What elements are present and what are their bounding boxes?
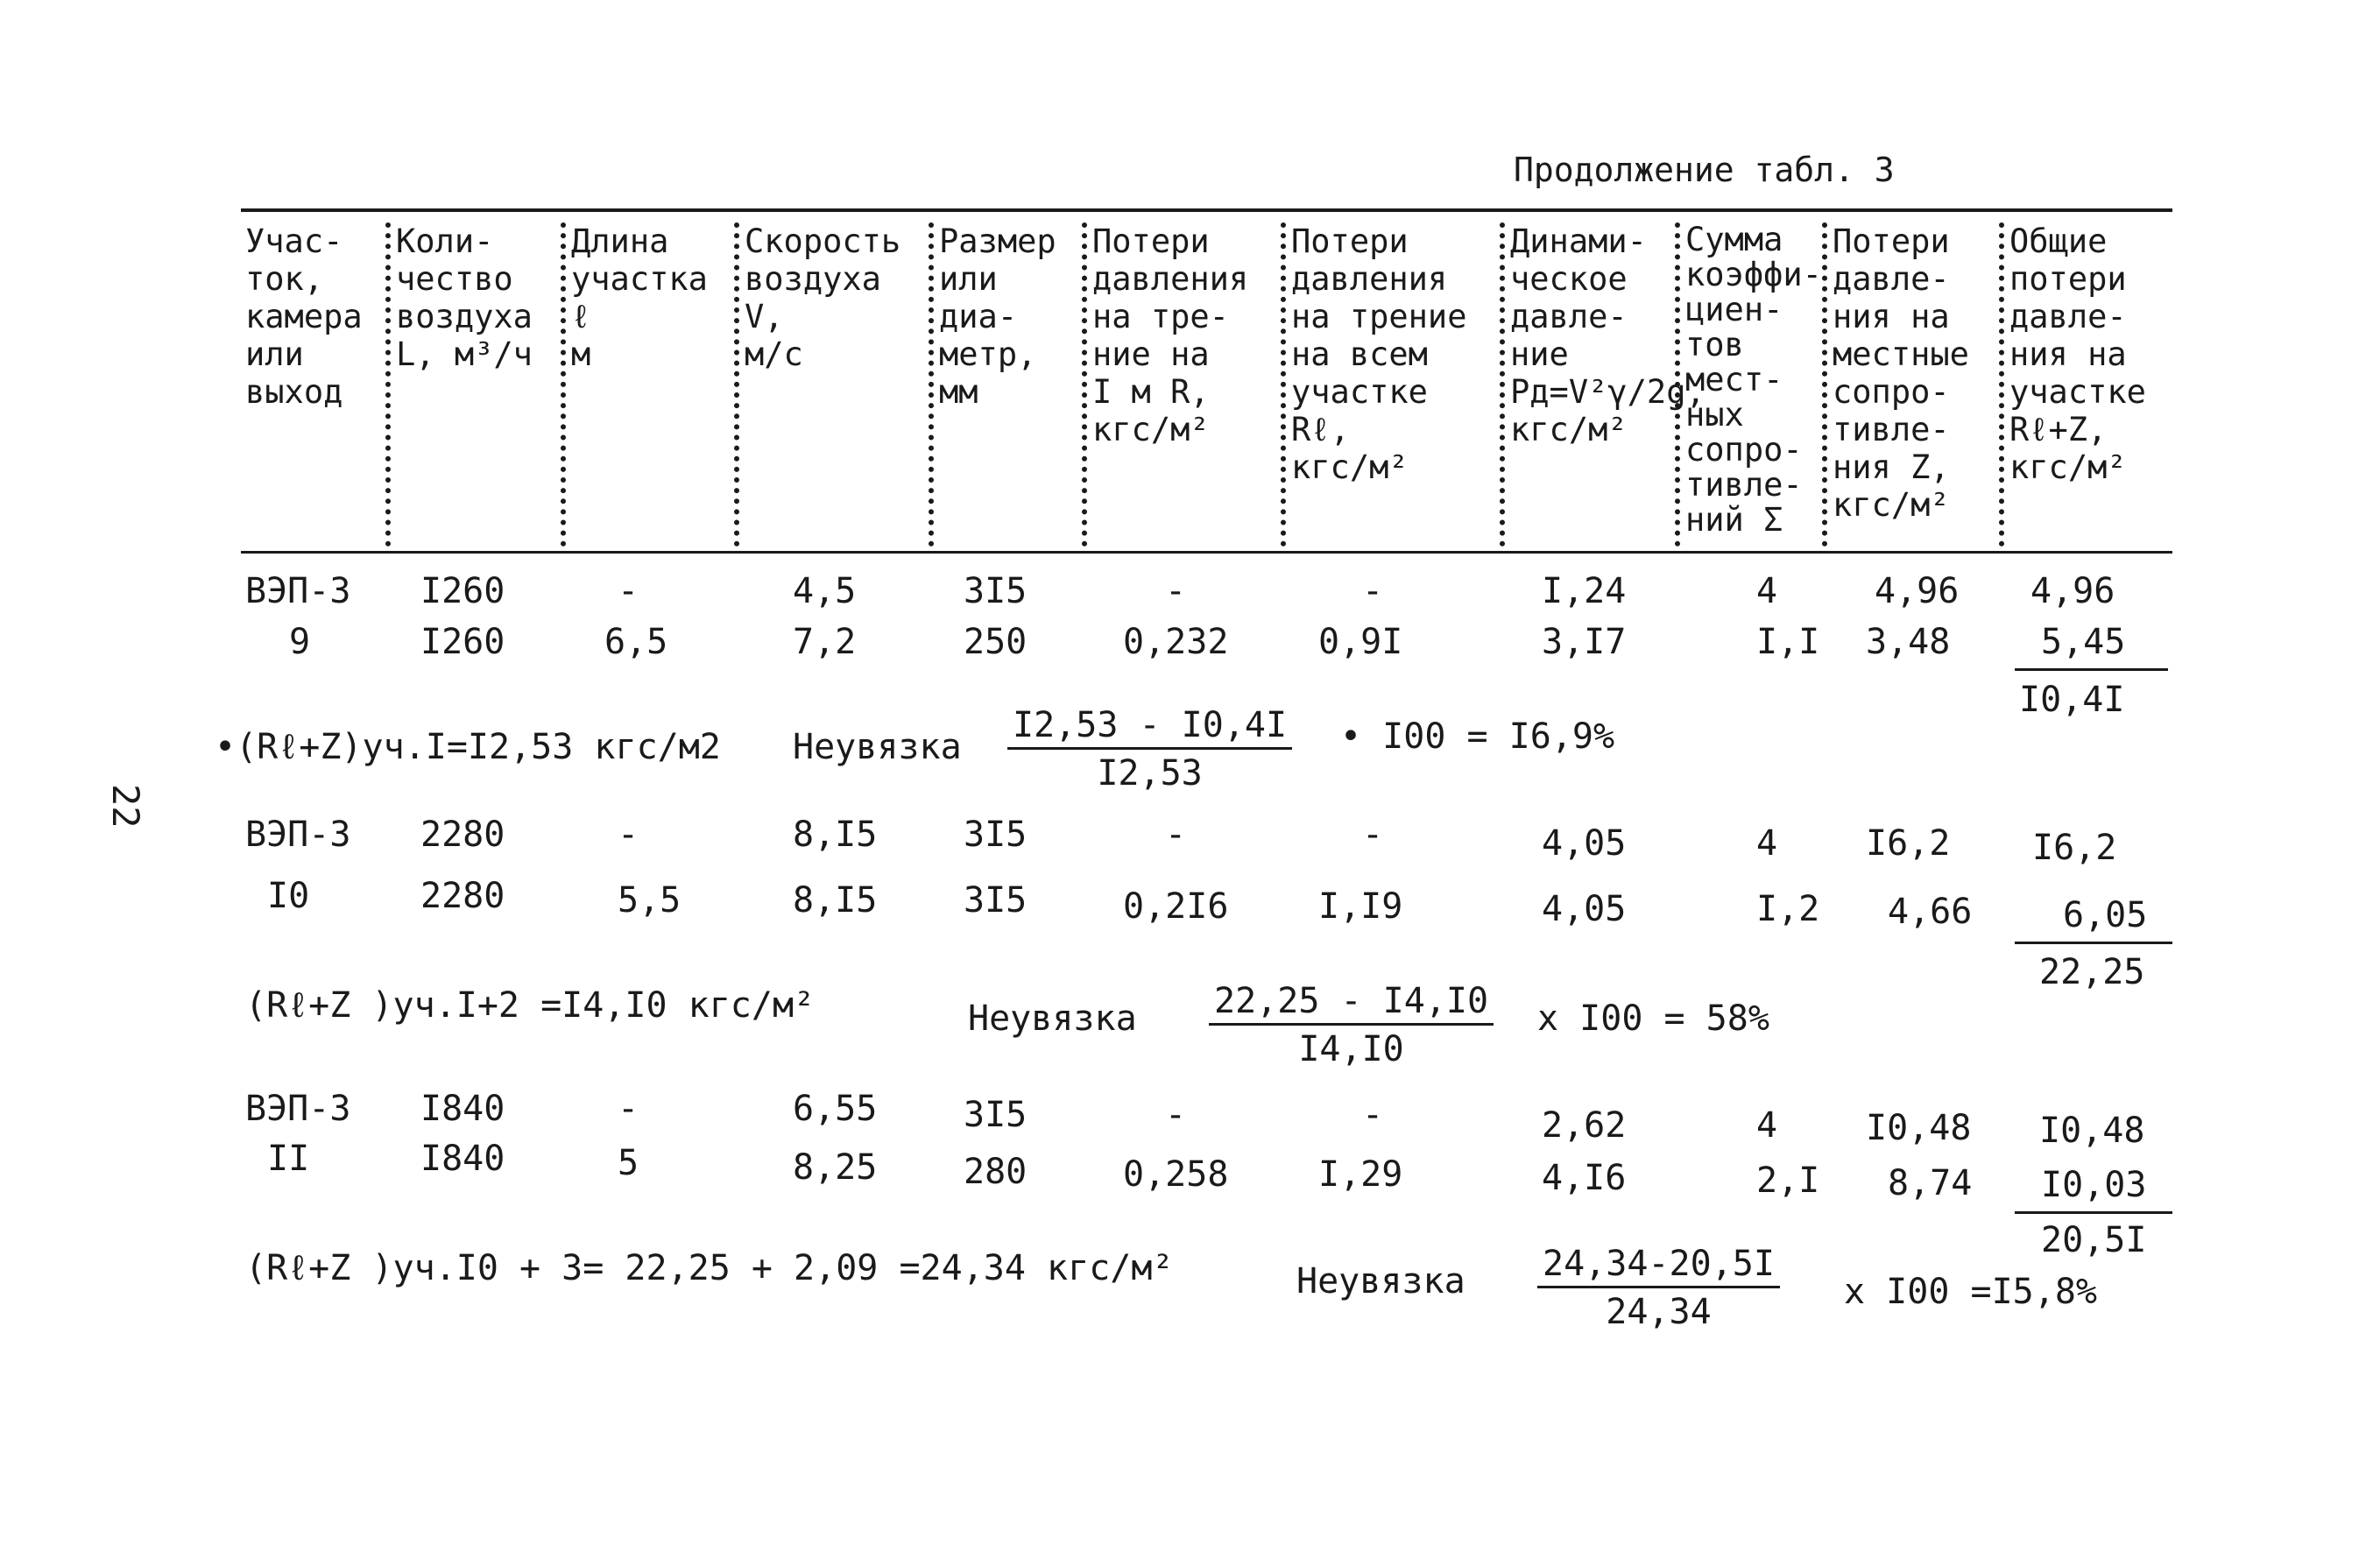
summary-formula: •(Rℓ+Z)уч.I=I2,53 кгс/м2: [215, 727, 721, 767]
header-friction-per-m: Потери давления на тре- ние на I м R, кгс/м²: [1092, 222, 1249, 448]
cell-pd: 2,62: [1542, 1105, 1627, 1146]
fraction-numerator: 22,25 - I4,I0: [1209, 981, 1494, 1026]
header-friction-total: Потери давления на трение на всем участке Rℓ, кгс/м²: [1291, 222, 1467, 486]
fraction-numerator: 24,34-20,5I: [1537, 1244, 1780, 1288]
cell-volume: I260: [420, 571, 505, 611]
header-separator: [385, 222, 391, 547]
subtotal: I0,4I: [2019, 680, 2125, 720]
header-local-losses: Потери давле- ния на местные сопро- тивле- ния Z, кгс/м²: [1833, 222, 1969, 524]
cell-r: 0,258: [1123, 1154, 1229, 1195]
cell-sigma: 4: [1756, 571, 1778, 611]
cell-size: 3I5: [964, 880, 1028, 921]
cell-velocity: 8,I5: [793, 880, 878, 921]
header-total-losses: Общие потери давле- ния на участке Rℓ+Z, кгс/м²: [2009, 222, 2146, 486]
cell-rl: I,29: [1318, 1154, 1403, 1195]
summary-fraction: [1209, 981, 1494, 1069]
summary-fraction: [1537, 1244, 1780, 1332]
cell-total: I6,2: [2032, 828, 2117, 868]
summary-label: Неувязка: [1296, 1261, 1465, 1302]
header-local-coeff: Сумма коэффи- циен- тов мест- ных сопро- тивле- ний Σ: [1685, 221, 1822, 539]
cell-z: 8,74: [1888, 1163, 1973, 1203]
cell-sigma: 4: [1756, 823, 1778, 864]
page-number: 22: [104, 784, 147, 829]
cell-z: 4,96: [1875, 571, 1960, 611]
cell-rl: -: [1362, 571, 1384, 611]
cell-velocity: 7,2: [793, 622, 857, 662]
cell-length: -: [618, 815, 639, 855]
summary-fraction: [1007, 705, 1292, 794]
cell-z: I6,2: [1866, 823, 1951, 864]
cell-volume: 2280: [420, 876, 505, 916]
cell-length: -: [618, 1089, 639, 1129]
summary-label: Неувязка: [793, 727, 962, 767]
cell-z: I0,48: [1866, 1108, 1972, 1148]
cell-r: 0,232: [1123, 622, 1229, 662]
header-length: Длина участка ℓ м: [571, 222, 708, 373]
fraction-denominator: I2,53: [1097, 753, 1203, 794]
sum-underline: [2015, 668, 2168, 671]
summary-label: Неувязка: [968, 998, 1137, 1039]
header-separator: [1500, 222, 1505, 547]
summary-result: • I00 = I6,9%: [1340, 716, 1615, 757]
cell-section: ВЭП-3: [245, 571, 351, 611]
subtotal: 22,25: [2039, 952, 2145, 992]
table-top-rule: [241, 208, 2172, 212]
cell-section: 9: [289, 622, 311, 662]
cell-volume: I840: [420, 1139, 505, 1179]
cell-total: 4,96: [2030, 571, 2115, 611]
header-size: Размер или диа- метр, мм: [939, 222, 1056, 411]
sum-underline: [2015, 1211, 2172, 1214]
cell-sigma: I,I: [1756, 622, 1820, 662]
cell-length: -: [618, 571, 639, 611]
header-separator: [1082, 222, 1087, 547]
table-header-rule: [241, 551, 2172, 554]
cell-length: 5: [618, 1143, 639, 1183]
cell-size: 3I5: [964, 571, 1028, 611]
cell-section: II: [267, 1139, 310, 1179]
header-section: Учас- ток, камера или выход: [245, 222, 363, 411]
cell-volume: I840: [420, 1089, 505, 1129]
summary-result: x I00 =I5,8%: [1844, 1272, 2097, 1312]
cell-volume: I260: [420, 622, 505, 662]
header-separator: [561, 222, 566, 547]
header-separator: [1675, 222, 1680, 547]
cell-velocity: 8,25: [793, 1147, 878, 1188]
cell-velocity: 4,5: [793, 571, 857, 611]
summary-result: x I00 = 58%: [1537, 998, 1769, 1039]
cell-rl: -: [1362, 1095, 1384, 1135]
cell-sigma: 2,I: [1756, 1160, 1820, 1201]
fraction-denominator: 24,34: [1606, 1292, 1712, 1332]
cell-total: 6,05: [2063, 895, 2148, 935]
header-separator: [1999, 222, 2004, 547]
cell-section: ВЭП-3: [245, 1089, 351, 1129]
header-separator: [929, 222, 934, 547]
cell-pd: 4,I6: [1542, 1158, 1627, 1198]
cell-velocity: 8,I5: [793, 815, 878, 855]
sum-underline: [2015, 942, 2172, 944]
cell-size: 280: [964, 1152, 1028, 1192]
cell-total: 5,45: [2041, 622, 2126, 662]
cell-z: 4,66: [1888, 892, 1973, 932]
cell-r: 0,2I6: [1123, 886, 1229, 927]
header-separator: [1281, 222, 1286, 547]
header-dynamic-pressure: Динами- ческое давле- ние Pд=V²γ/2g, кгс/м²: [1510, 222, 1706, 448]
header-air-volume: Коли- чество воздуха L, м³/ч: [396, 222, 533, 373]
cell-sigma: I,2: [1756, 889, 1820, 929]
summary-formula: (Rℓ+Z )уч.I+2 =I4,I0 кгс/м²: [245, 985, 816, 1026]
cell-sigma: 4: [1756, 1105, 1778, 1146]
cell-length: 5,5: [618, 880, 682, 921]
cell-velocity: 6,55: [793, 1089, 878, 1129]
cell-pd: 4,05: [1542, 889, 1627, 929]
fraction-denominator: I4,I0: [1298, 1029, 1404, 1069]
header-velocity: Скорость воздуха V, м/с: [745, 222, 901, 373]
cell-total: I0,48: [2039, 1111, 2145, 1151]
cell-r: -: [1165, 1095, 1187, 1135]
cell-pd: 4,05: [1542, 823, 1627, 864]
cell-section: I0: [267, 876, 310, 916]
cell-rl: I,I9: [1318, 886, 1403, 927]
fraction-numerator: I2,53 - I0,4I: [1007, 705, 1292, 750]
cell-r: -: [1165, 571, 1187, 611]
cell-rl: 0,9I: [1318, 622, 1403, 662]
cell-pd: 3,I7: [1542, 622, 1627, 662]
cell-r: -: [1165, 815, 1187, 855]
cell-rl: -: [1362, 815, 1384, 855]
header-separator: [1822, 222, 1827, 547]
header-separator: [734, 222, 739, 547]
cell-volume: 2280: [420, 815, 505, 855]
cell-z: 3,48: [1866, 622, 1951, 662]
cell-size: 3I5: [964, 815, 1028, 855]
cell-pd: I,24: [1542, 571, 1627, 611]
subtotal: 20,5I: [2041, 1220, 2147, 1260]
cell-section: ВЭП-3: [245, 815, 351, 855]
table-caption: Продолжение табл. 3: [1514, 151, 1895, 189]
cell-total: I0,03: [2041, 1165, 2147, 1205]
cell-size: 3I5: [964, 1095, 1028, 1135]
cell-length: 6,5: [604, 622, 668, 662]
summary-formula: (Rℓ+Z )уч.I0 + 3= 22,25 + 2,09 =24,34 кгс/м²: [245, 1248, 1174, 1288]
cell-size: 250: [964, 622, 1028, 662]
